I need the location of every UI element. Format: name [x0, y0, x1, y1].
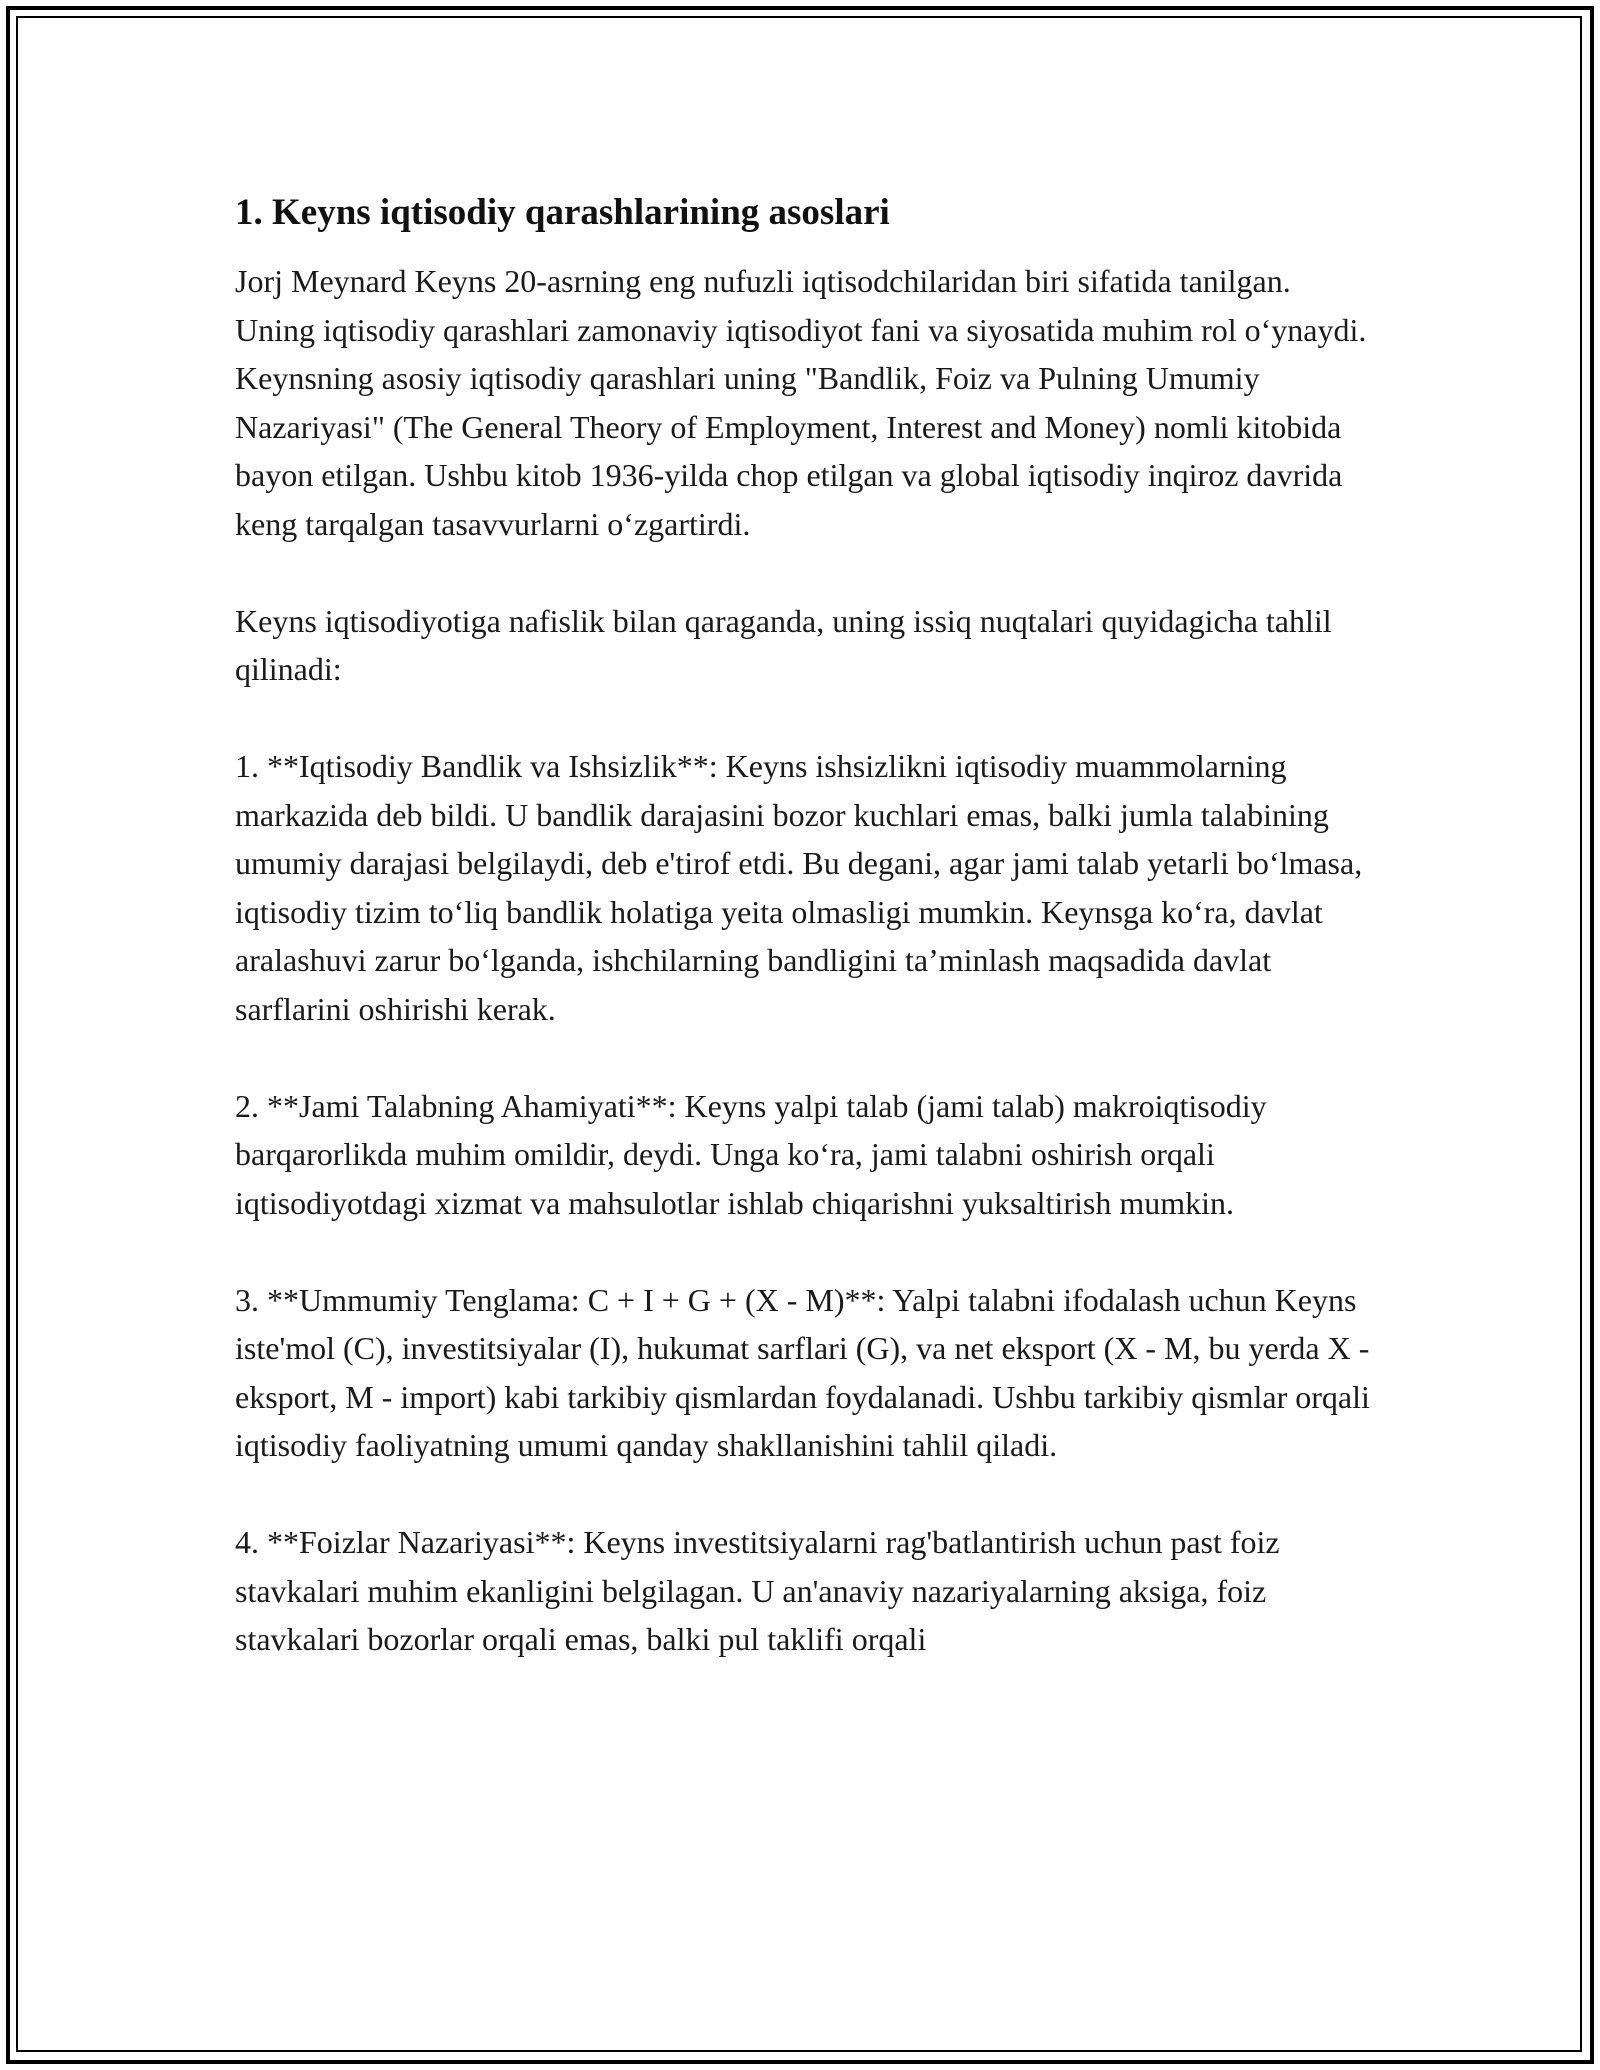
paragraph-point-2: 2. **Jami Talabning Ahamiyati**: Keyns yalpi talab (jami talab) makroiqtisodiy barqarorlikda muhim omildir, deydi. Unga ko‘ra, jami talabni oshirish orqali iqtisodiyotdagi xizmat va mahsulotlar ishlab chiqarishni yuksaltirish mumkin.	[235, 1087, 1267, 1221]
document-body	[235, 185, 1375, 1712]
section-heading: 1. Keyns iqtisodiy qarashlarining asoslari	[235, 192, 890, 233]
paragraph-intro: Jorj Meynard Keyns 20-asrning eng nufuzli iqtisodchilaridan biri sifatida tanilgan. Uning iqtisodiy qarashlari zamonaviy iqtisodiyot fani va siyosatida muhim rol o‘ynaydi. Keynsning asosiy iqtisodiy qarashlari uning "Bandlik, Foiz va Pulning Umumiy Nazariyasi" (The General Theory of Employment, Interest and Money) nomli kitobida bayon etilgan. Ushbu kitob 1936-yilda chop etilgan va global iqtisodiy inqiroz davrida keng tarqalgan tasavvurlarni o‘zgartirdi.	[235, 263, 1367, 542]
paragraph-point-3: 3. **Ummumiy Tenglama: C + I + G + (X - M)**: Yalpi talabni ifodalash uchun Keyns iste'mol (C), investitsiyalar (I), hukumat sarflari (G), va net eksport (X - M, bu yerda X - eksport, M - import) kabi tarkibiy qismlardan foydalanadi. Ushbu tarkibiy qismlar orqali iqtisodiy faoliyatning umumi qanday shakllanishini tahlil qiladi.	[235, 1281, 1370, 1463]
paragraph-overview: Keyns iqtisodiyotiga nafislik bilan qaraganda, uning issiq nuqtalari quyidagicha tahlil qilinadi:	[235, 602, 1332, 687]
paragraph-point-1: 1. **Iqtisodiy Bandlik va Ishsizlik**: Keyns ishsizlikni iqtisodiy muammolarning markazida deb bildi. U bandlik darajasini bozor kuchlari emas, balki jumla talabining umumiy darajasi belgilaydi, deb e'tirof etdi. Bu degani, agar jami talab yetarli bo‘lmasa, iqtisodiy tizim to‘liq bandlik holatiga yeita olmasligi mumkin. Keynsga ko‘ra, davlat aralashuvi zarur bo‘lganda, ishchilarning bandligini ta’minlash maqsadida davlat sarflarini oshirishi kerak.	[235, 748, 1363, 1027]
paragraph-point-4: 4. **Foizlar Nazariyasi**: Keyns investitsiyalarni rag'batlantirish uchun past foiz stavkalari muhim ekanligini belgilagan. U an'anaviy nazariyalarning aksiga, foiz stavkalari bozorlar orqali emas, balki pul taklifi orqali	[235, 1524, 1280, 1657]
